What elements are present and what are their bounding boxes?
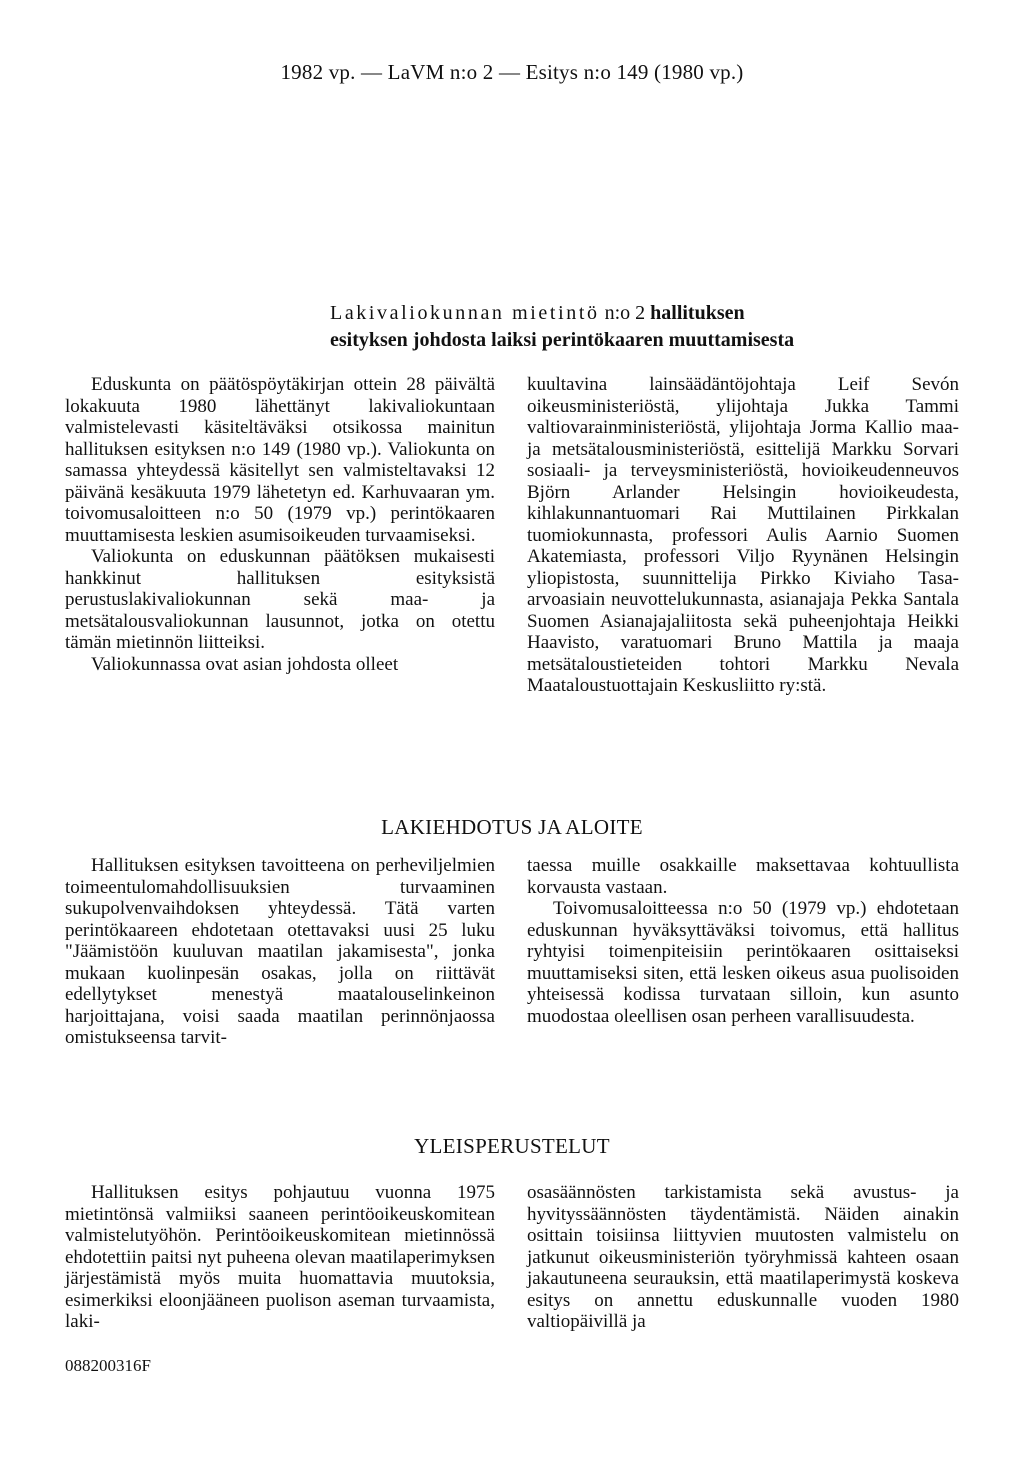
paragraph: Valiokunta on eduskunnan päätöksen mukaisesti hankkinut hallituksen esityksistä perustuslakivaliokunnan sekä maa- ja metsätalousvaliokunnan lausunnot, jotka on otettu tämän mietinnön liitteiksi.: [65, 546, 495, 653]
proposal-right-column: [527, 855, 959, 1027]
proposal-left-column: [65, 855, 495, 1049]
paragraph: Eduskunta on päätöspöytäkirjan ottein 28 päivältä lokakuuta 1980 lähettänyt lakivaliokuntaan valmistelevasti käsiteltäväksi otsikossa mainitun hallituksen esityksen n:o 149 (1980 vp.). Valiokunta on samassa yhteydessä käsitellyt sen valmisteltavaksi 12 päivänä kesäkuuta 1979 lähetetyn ed. Karhuvaaran ym. toivomusaloitteen n:o 50 (1979 vp.) perintökaaren muuttamisesta leskien asumisoikeuden turvaamiseksi.: [65, 374, 495, 546]
paragraph: kuultavina lainsäädäntöjohtaja Leif Sevón oikeusministeriöstä, ylijohtaja Jukka Tammi valtiovarainministeriöstä, ylijohtaja Jorma Kallio maa- ja metsätalousministeriöstä, esittelijä Markku Sorvari sosiaali- ja terveysministeriöstä, hovioikeudenneuvos Björn Arlander Helsingin hovioikeudesta, kihlakunnantuomari Rai Muttilainen Pirkkalan tuomiokunnasta, professori Aulis Aarnio Suomen Akatemiasta, professori Viljo Ryynänen Helsingin yliopistosta, suunnittelija Pirkko Kiviaho Tasa-arvoasiain neuvottelukunnasta, asianajaja Pekka Santala Suomen Asianajajaliitosta sekä puheenjohtaja Heikki Haavisto, varatuomari Bruno Mattila ja maaja metsätaloustieteiden tohtori Markku Nevala Maataloustuottajain Keskusliitto ry:stä.: [527, 374, 959, 696]
report-title: [330, 300, 970, 354]
paragraph: osasäännösten tarkistamista sekä avustus- ja hyvityssäännösten täydentämistä. Näiden ainakin osittain toisiinsa liittyvien muutosten valmistelu on jatkunut oikeusministeriön työryhmissä kahteen osaan jakautuneena seurauksin, että maatilaperimystä koskeva esitys on annettu eduskunnalle vuoden 1980 valtiopäivillä ja: [527, 1182, 959, 1332]
running-head: 1982 vp. — LaVM n:o 2 — Esitys n:o 149 (1980 vp.): [280, 60, 744, 84]
paragraph: taessa muille osakkaille maksettavaa kohtuullista korvausta vastaan.: [527, 855, 959, 898]
section-heading-proposal: LAKIEHDOTUS JA ALOITE: [381, 815, 643, 839]
section-heading-general: YLEISPERUSTELUT: [414, 1134, 610, 1158]
report-title-line1: [330, 300, 970, 327]
general-right-column: [527, 1182, 959, 1333]
document-code: 088200316F: [65, 1356, 151, 1375]
general-left-column: [65, 1182, 495, 1333]
report-title-committee: Lakivaliokunnan mietintö: [330, 302, 600, 324]
report-title-number: n:o 2: [599, 302, 651, 324]
report-title-government: hallituksen: [650, 302, 745, 324]
paragraph: Toivomusaloitteessa n:o 50 (1979 vp.) ehdotetaan eduskunnan hyväksyttäväksi toivomus, että hallitus ryhtyisi toimenpiteisiin perintökaaren osittaiseksi muuttamiseksi siten, että lesken oikeus asua puolisoiden yhteisessä kodissa turvataan silloin, kun asunto muodostaa oleellisen osan perheen varallisuudesta.: [527, 898, 959, 1027]
paragraph: Hallituksen esitys pohjautuu vuonna 1975 mietintönsä valmiiksi saaneen perintöoikeuskomitean valmistelutyöhön. Perintöoikeuskomitean mietinnössä ehdotettiin paitsi nyt puheena olevan maatilaperimyksen järjestämistä myös muita huomattavia muutoksia, esimerkiksi eloonjääneen puolison aseman turvaamista, laki-: [65, 1182, 495, 1332]
intro-left-column: [65, 374, 495, 675]
intro-right-column: [527, 374, 959, 697]
paragraph: Hallituksen esityksen tavoitteena on perheviljelmien toimeentulomahdollisuuksien turvaaminen sukupolvenvaihdoksen yhteydessä. Tätä varten perintökaareen ehdotetaan otettavaksi uusi 25 luku "Jäämistöön kuuluvan maatilan jakamisesta", jonka mukaan kuolinpesän osakas, jolla on riittävät edellytykset menestyä maatalouselinkeinon harjoittajana, voisi saada maatilan perinnönjaossa omistukseensa tarvit-: [65, 855, 495, 1048]
paragraph: Valiokunnassa ovat asian johdosta olleet: [91, 653, 399, 675]
report-title-line2: esityksen johdosta laiksi perintökaaren muuttamisesta: [330, 329, 795, 351]
